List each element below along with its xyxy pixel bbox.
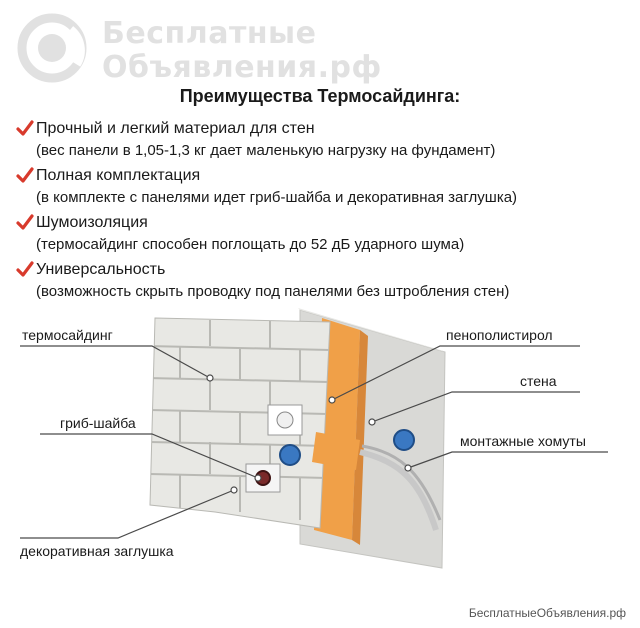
benefit-description: (термосайдинг способен поглощать до 52 дБ ударного шума) bbox=[36, 236, 465, 253]
benefit-description: (вес панели в 1,05-1,3 кг дает маленькую нагрузку на фундамент) bbox=[36, 142, 496, 159]
page-title: Преимущества Термосайдинга: bbox=[179, 86, 461, 106]
benefits-list bbox=[14, 118, 634, 306]
watermark bbox=[10, 8, 382, 88]
benefit-title: Полная комплектация bbox=[36, 167, 201, 184]
label-stena: стена bbox=[520, 373, 557, 389]
check-icon bbox=[14, 165, 36, 187]
watermark-line-1: Бесплатные bbox=[102, 16, 317, 51]
benefit-title: Прочный и легкий материал для стен bbox=[36, 120, 315, 137]
footer-watermark: БесплатныеОбъявления.рф bbox=[468, 606, 626, 620]
label-montazhnye-homuty: монтажные хомуты bbox=[460, 433, 586, 449]
benefit-description: (возможность скрыть проводку под панелями без штробления стен) bbox=[36, 283, 510, 300]
benefit-item bbox=[14, 165, 634, 209]
benefit-item bbox=[14, 259, 634, 303]
watermark-line-2: Объявления.рф bbox=[102, 50, 382, 85]
label-dekorativnaya-zaglushka: декоративная заглушка bbox=[20, 543, 174, 559]
clamp-icon bbox=[394, 430, 414, 450]
check-icon bbox=[14, 212, 36, 234]
label-grib-shaiba: гриб-шайба bbox=[60, 415, 136, 431]
benefit-title: Шумоизоляция bbox=[36, 214, 148, 231]
benefit-description: (в комплекте с панелями идет гриб-шайба и декоративная заглушка) bbox=[36, 189, 518, 206]
clamp-icon bbox=[280, 445, 300, 465]
check-icon bbox=[14, 259, 36, 281]
benefit-item bbox=[14, 118, 634, 162]
benefit-item bbox=[14, 212, 634, 256]
thermosiding-illustration bbox=[0, 300, 640, 600]
check-icon bbox=[14, 118, 36, 140]
label-termosiding: термосайдинг bbox=[22, 327, 113, 343]
label-penopolistirol: пенополистирол bbox=[446, 327, 553, 343]
watermark-logo-icon bbox=[10, 8, 100, 88]
benefit-title: Универсальность bbox=[36, 261, 166, 278]
